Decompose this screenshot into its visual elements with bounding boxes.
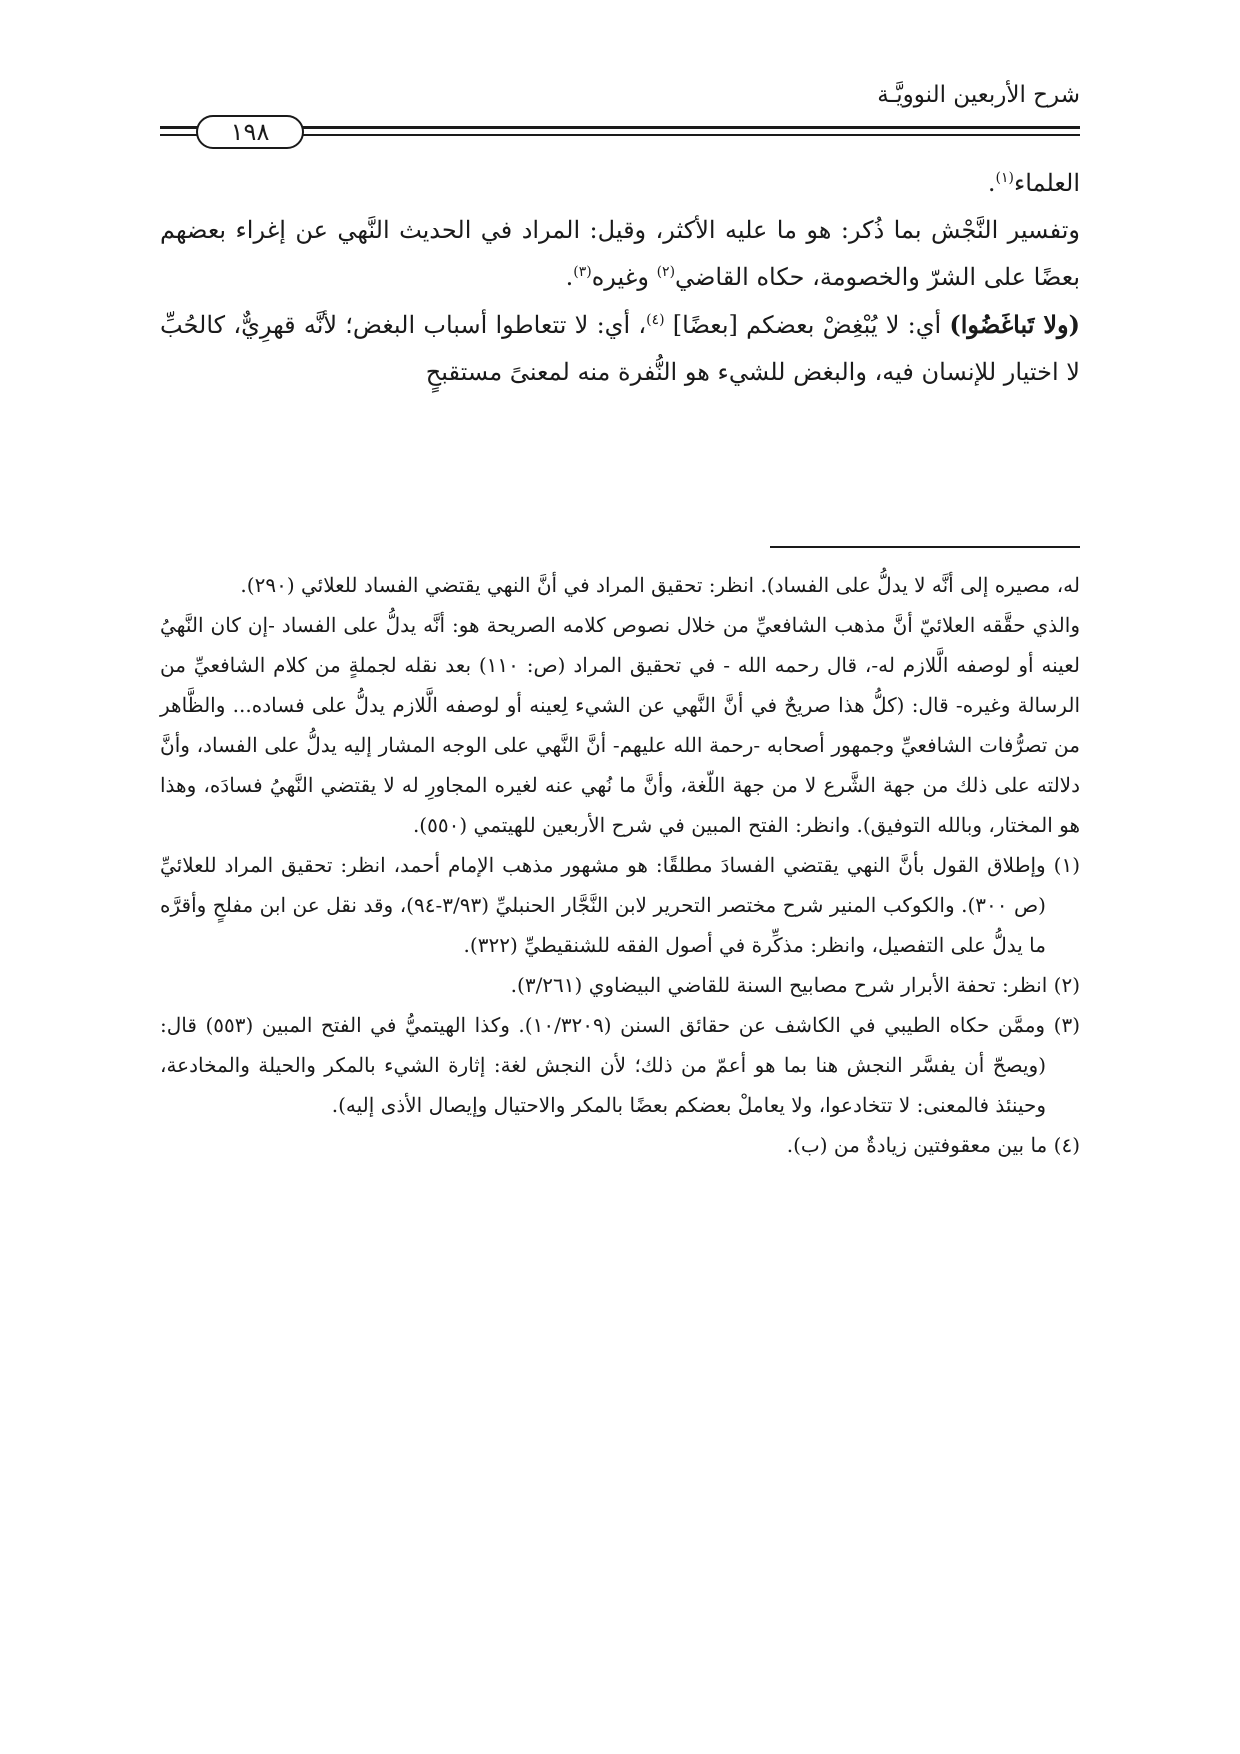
- paragraph-3-text-b: ، أي: لا تتعاطوا أسباب البغض؛ لأنَّه قهرِيٌّ، كالحُبِّ لا اختيار للإنسان فيه، والبغض للشيء هو النُّفرة منه لمعنىً مستقبحٍ: [160, 311, 1080, 386]
- hadith-keyword: (ولا تَباغَضُوا): [949, 310, 1080, 339]
- footnote-3: (٣) وممَّن حكاه الطيبي في الكاشف عن حقائق السنن (١٠/٣٢٠٩). وكذا الهيتميُّ في الفتح المبين (٥٥٣) قال: (ويصحّ أن يفسَّر النجش هنا بما هو أعمّ من ذلك؛ لأن النجش لغة: إثارة الشيء بالمكر والحيلة والمخادعة، وحينئذ فالمعنى: لا تتخادعوا، ولا يعاملْ بعضكم بعضًا بالمكر والاحتيال وإيصال الأذى إليه).: [160, 1013, 1080, 1117]
- footnote-continuation-2: والذي حقَّقه العلائيّ أنَّ مذهب الشافعيِّ من خلال نصوص كلامه الصريحة هو: أنَّه يدلُّ على الفساد -إن كان النَّهيُ لعينه أو لوصفه الَّلازم له-، قال رحمه الله - في تحقيق المراد (ص: ١١٠) بعد نقله لجملةٍ من كلام الشافعيِّ من الرسالة وغيره- قال: (كلُّ هذا صريحٌ في أنَّ النَّهي عن الشيء لِعينه أو لوصفه الَّلازم يدلُّ على فساده... والظَّاهر من تصرُّفات الشافعيِّ وجمهور أصحابه -رحمة الله عليهم- أنَّ النَّهي على الوجه المشار إليه يدلُّ على الفساد، وأنَّ دلالته على ذلك من جهة الشَّرع لا من جهة اللّغة، وأنَّ ما نُهي عنه لغيره المجاورِ له لا يقتضي النَّهيُ فسادَه، وهذا هو المختار، وبالله التوفيق). وانظر: الفتح المبين في شرح الأربعين للهيتمي (٥٥٠).: [160, 613, 1080, 837]
- footnote-ref-4: (٤): [646, 312, 665, 328]
- footnote-separator: [770, 546, 1080, 548]
- footnote-4: (٤) ما بين معقوفتين زيادةٌ من (ب).: [786, 1133, 1080, 1157]
- footnote-ref-1: (١): [995, 170, 1015, 186]
- footnote-continuation: له، مصيره إلى أنَّه لا يدلُّ على الفساد). انظر: تحقيق المراد في أنَّ النهي يقتضي الفساد للعلائي (٢٩٠).: [240, 573, 1080, 597]
- running-title: شرح الأربعين النوويَّـة: [877, 82, 1080, 108]
- paragraph-3-text-a: أي: لا يُبْغِضْ بعضكم [بعضًا]: [664, 311, 950, 339]
- paragraph-2: [160, 207, 1080, 301]
- footnotes: [160, 565, 1080, 1165]
- paragraph-1: [160, 160, 1080, 207]
- footnote-ref-3: (٣): [573, 264, 592, 280]
- paragraph-2-mid: وغيره: [591, 263, 657, 291]
- footnote-ref-2: (٢): [656, 264, 676, 280]
- paragraph-1-end: .: [987, 169, 996, 197]
- page-number: ١٩٨: [196, 115, 304, 149]
- paragraph-3: [160, 301, 1080, 396]
- main-text: [160, 160, 1080, 396]
- paragraph-1-text: العلماء: [1014, 169, 1080, 197]
- footnote-1: (١) وإطلاق القول بأنَّ النهي يقتضي الفسادَ مطلقًا: هو مشهور مذهب الإمام أحمد، انظر: تحقيق المراد للعلائيِّ (ص ٣٠٠). والكوكب المنير شرح مختصر التحرير لابن النَّجَّار الحنبليِّ (٣/٩٣-٩٤)، وقد نقل عن ابن مفلحٍ وأقرَّه ما يدلُّ على التفصيل، وانظر: مذكِّرة في أصول الفقه للشنقيطيِّ (٣٢٢).: [160, 853, 1080, 957]
- paragraph-2-text: وتفسير النَّجْش بما ذُكر: هو ما عليه الأكثر، وقيل: المراد في الحديث النَّهي عن إغراء بعضهم بعضًا على الشرّ والخصومة، حكاه القاضي: [160, 216, 1080, 291]
- paragraph-2-end: .: [565, 263, 574, 291]
- footnote-2: (٢) انظر: تحفة الأبرار شرح مصابيح السنة للقاضي البيضاوي (٣/٢٦١).: [510, 973, 1080, 997]
